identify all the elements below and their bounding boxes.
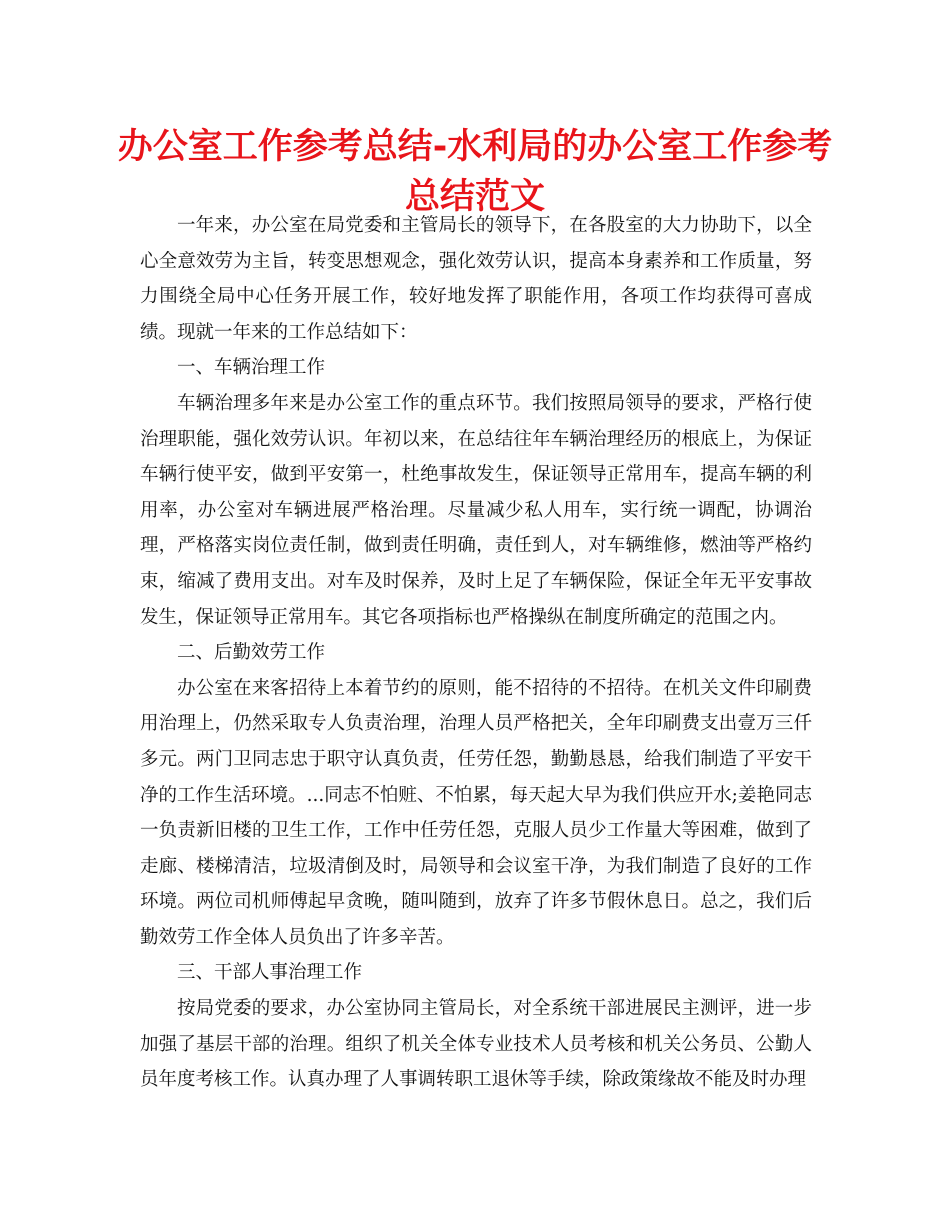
document-body bbox=[140, 208, 812, 1098]
personnel-paragraph: 按局党委的要求，办公室协同主管局长，对全系统干部进展民主测评，进一步加强了基层干部的治理。组织了机关全体专业技术人员考核和机关公务员、公勤人员年度考核工作。认真办理了人事调转职工退休等手续，除政策缘故不能及时办理 bbox=[140, 998, 812, 1091]
logistics-paragraph: 办公室在来客招待上本着节约的原则，能不招待的不招待。在机关文件印刷费用治理上，仍然采取专人负责治理，治理人员严格把关，全年印刷费支出壹万三仟多元。两门卫同志忠于职守认真负责，任劳任怨，勤勤恳恳，给我们制造了平安干净的工作生活环境。...同志不怕赃、不怕累，每天起大早为我们供应开水;姜艳同志一负责新旧楼的卫生工作，工作中任劳任怨，克服人员少工作量大等困难，做到了走廊、楼梯清洁，垃圾清倒及时，局领导和会议室干净，为我们制造了良好的工作环境。两位司机师傅起早贪晚，随叫随到，放弃了许多节假休息日。总之，我们后勤效劳工作全体人员负出了许多辛苦。 bbox=[140, 677, 812, 948]
section-heading-logistics: 二、后勤效劳工作 bbox=[177, 642, 326, 664]
section-heading-vehicle: 一、车辆治理工作 bbox=[177, 357, 326, 379]
vehicle-paragraph: 车辆治理多年来是办公室工作的重点环节。我们按照局领导的要求，严格行使治理职能，强化效劳认识。年初以来，在总结往年车辆治理经历的根底上，为保证车辆行使平安，做到平安第一，杜绝事故发生，保证领导正常用车，提高车辆的利用率，办公室对车辆进展严格治理。尽量减少私人用车，实行统一调配，协调治理，严格落实岗位责任制，做到责任明确，责任到人，对车辆维修，燃油等严格约束，缩减了费用支出。对车及时保养，及时上足了车辆保险，保证全年无平安事故发生，保证领导正常用车。其它各项指标也严格操纵在制度所确定的范围之内。 bbox=[140, 392, 812, 628]
section-heading-personnel: 三、干部人事治理工作 bbox=[177, 962, 363, 984]
intro-paragraph: 一年来，办公室在局党委和主管局长的领导下，在各股室的大力协助下，以全心全意效劳为主旨，转变思想观念，强化效劳认识，提高本身素养和工作质量，努力围绕全局中心任务开展工作，较好地发挥了职能作用，各项工作均获得可喜成绩。现就一年来的工作总结如下： bbox=[140, 215, 812, 343]
document-title: 办公室工作参考总结-水利局的办公室工作参考总结范文 bbox=[117, 127, 833, 217]
